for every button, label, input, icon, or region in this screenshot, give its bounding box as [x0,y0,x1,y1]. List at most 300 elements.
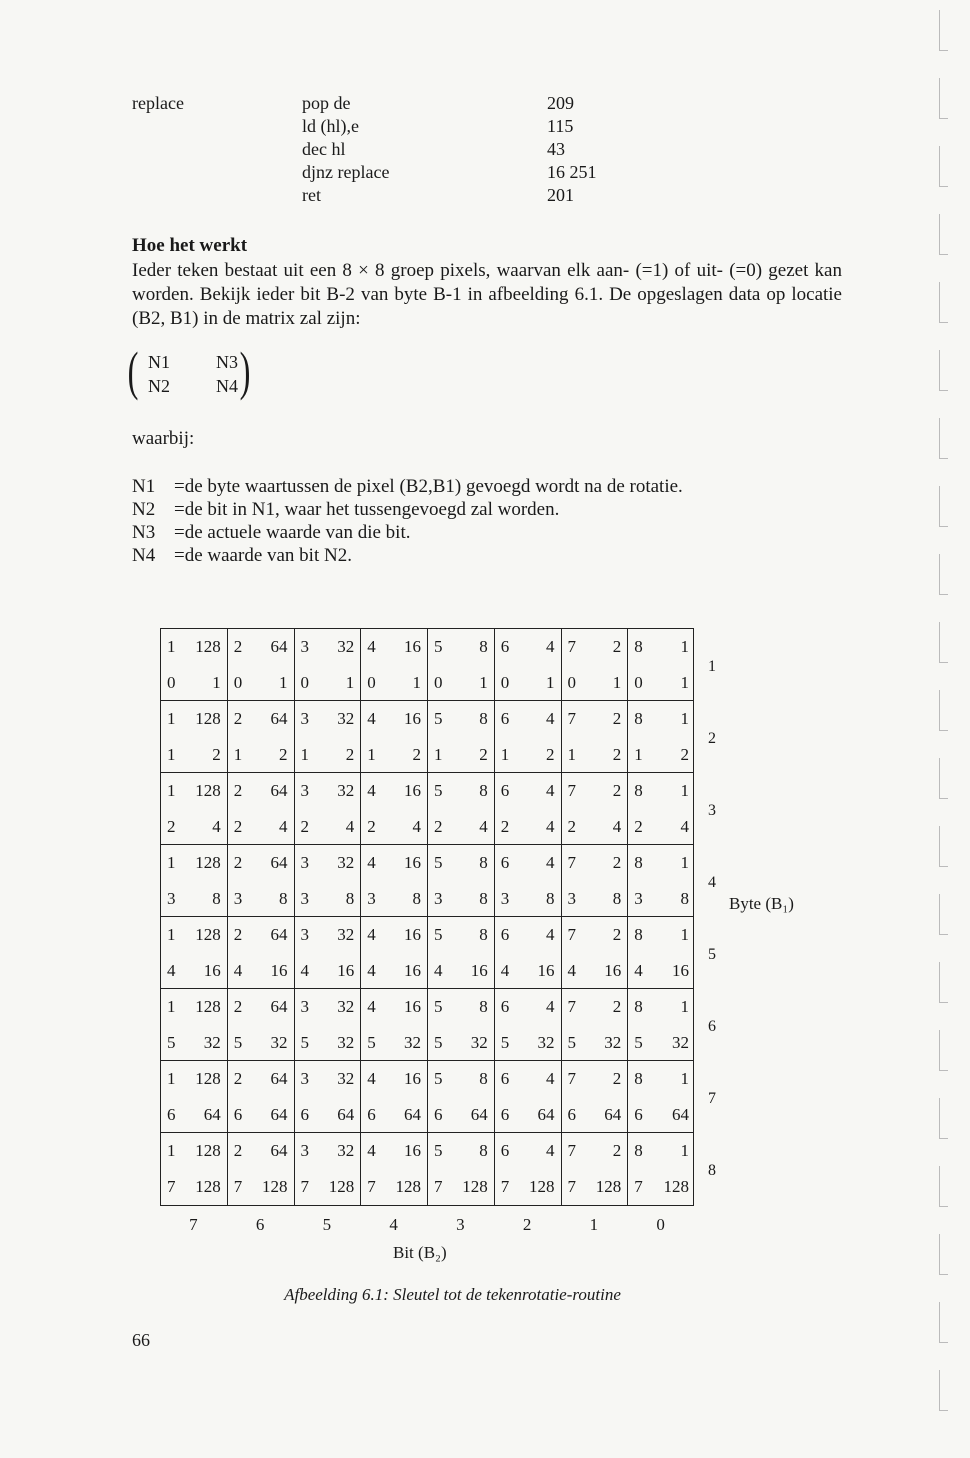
cell-bit-weight [161,989,227,1025]
cell-index: 8 [634,1141,643,1160]
code-line [132,184,697,207]
edge-mark [939,1234,948,1275]
bit-label: 4 [389,1215,398,1234]
cell-row-value [295,1097,361,1133]
definition-item [132,521,683,544]
cell-index: 2 [300,817,309,836]
cell-index: 5 [500,1033,510,1052]
cell-index: 6 [500,781,510,800]
cell-bit-weight [228,845,294,881]
cell-row-value [628,953,695,989]
cell-row-value [161,1169,227,1205]
edge-mark [939,554,948,595]
cell-bit-weight [495,917,561,953]
cell-row-value [228,1025,294,1061]
edge-mark [939,1030,948,1071]
cell-index: 5 [434,1033,443,1052]
cell-index: 0 [300,673,309,692]
cell-value: 2 [412,745,421,764]
code-line [132,138,697,161]
grid-cell [628,773,695,844]
cell-row-value [428,1097,494,1133]
cell-index: 7 [233,1177,243,1196]
cell-bit-weight [428,773,494,809]
cell-value: 4 [546,997,555,1016]
grid-cell [228,1061,295,1132]
code-instruction: djnz replace [302,162,390,182]
definition-key: N2 [132,499,156,520]
grid-cell [295,989,362,1060]
code-label [132,184,302,207]
cell-index: 1 [167,781,176,800]
cell-index: 2 [233,853,243,872]
cell-value: 64 [203,1105,221,1124]
grid-cell [628,917,695,988]
cell-row-value [228,1097,294,1133]
grid-cell [428,1133,495,1205]
byte-row-label: 1 [708,658,716,675]
edge-mark [939,10,948,51]
cell-bit-weight [228,773,294,809]
grid-cell [228,701,295,772]
grid-cell [361,917,428,988]
cell-value: 8 [345,889,355,908]
cell-value: 2 [612,1141,622,1160]
grid-cell [361,629,428,700]
cell-value: 4 [546,817,555,836]
cell-row-value [428,665,494,701]
cell-index: 2 [233,925,243,944]
cell-row-value [428,1025,494,1061]
matrix-n3: N3 [216,352,238,372]
cell-value: 16 [404,1141,421,1160]
cell-value: 16 [604,961,622,980]
code-instruction: ld (hl),e [302,116,359,136]
cell-row-value [361,665,427,701]
cell-row-value [161,665,227,701]
cell-value: 1 [612,673,622,692]
cell-value: 16 [404,781,421,800]
code-instruction: dec hl [302,139,346,159]
section-heading: Hoe het werkt [132,235,248,256]
cell-row-value [228,737,294,773]
cell-value: 128 [395,1177,421,1196]
cell-row-value [295,881,361,917]
cell-value: 64 [270,781,288,800]
edge-mark [939,690,948,731]
cell-row-value [562,1097,628,1133]
grid-cell [228,917,295,988]
edge-mark [939,214,948,255]
cell-bit-weight [428,917,494,953]
grid-cell [161,989,228,1060]
grid-cell [228,989,295,1060]
grid-cell [428,989,495,1060]
cell-index: 8 [634,709,643,728]
byte-row-label: 2 [708,730,716,747]
cell-value: 32 [337,1033,355,1052]
cell-value: 2 [279,745,288,764]
code-opcode: 209 [547,93,574,113]
cell-index: 7 [300,1177,309,1196]
grid-band [161,1133,693,1205]
cell-index: 7 [567,853,576,872]
grid-cell [161,629,228,700]
cell-index: 4 [167,961,176,980]
cell-index: 2 [233,997,243,1016]
cell-bit-weight [495,845,561,881]
cell-index: 7 [634,1177,643,1196]
byte-axis-label: Byte (B₁) [729,894,794,913]
grid-cell [161,1061,228,1132]
code-label [132,138,302,161]
cell-index: 3 [300,889,309,908]
cell-value: 16 [470,961,488,980]
cell-bit-weight [228,701,294,737]
grid-cell [361,773,428,844]
cell-index: 5 [434,637,443,656]
grid-cell [228,773,295,844]
cell-bit-weight [628,1133,695,1169]
cell-row-value [495,665,561,701]
cell-value: 2 [612,1069,622,1088]
cell-index: 7 [434,1177,443,1196]
cell-value: 8 [479,781,488,800]
grid-cell [295,917,362,988]
cell-value: 64 [270,637,288,656]
cell-row-value [228,665,294,701]
grid-band [161,1061,693,1133]
byte-row-label: 4 [708,874,716,891]
cell-value: 32 [337,925,355,944]
cell-value: 1 [680,1141,689,1160]
page-edge-marks [934,0,948,1458]
cell-value: 16 [404,637,421,656]
cell-bit-weight [628,1061,695,1097]
byte-row-label: 7 [708,1090,716,1107]
code-opcode: 115 [547,116,574,136]
grid-cell [495,1061,562,1132]
cell-bit-weight [428,1133,494,1169]
cell-row-value [428,953,494,989]
code-line [132,161,697,184]
cell-index: 4 [367,853,376,872]
cell-value: 128 [262,1177,288,1196]
cell-index: 5 [634,1033,643,1052]
cell-index: 3 [300,1141,309,1160]
cell-index: 6 [500,1141,510,1160]
cell-bit-weight [228,917,294,953]
grid-cell [295,701,362,772]
grid-cell [161,773,228,844]
grid-cell [228,845,295,916]
cell-bit-weight [628,701,695,737]
cell-bit-weight [628,773,695,809]
grid-band [161,989,693,1061]
code-instruction: ret [302,185,321,205]
cell-index: 6 [233,1105,243,1124]
cell-bit-weight [295,989,361,1025]
cell-row-value [495,881,561,917]
cell-index: 3 [300,1069,309,1088]
cell-row-value [628,1169,695,1205]
cell-index: 1 [167,1069,176,1088]
grid-cell [295,1133,362,1205]
bit-label: 6 [255,1215,265,1234]
cell-value: 16 [270,961,288,980]
cell-index: 1 [167,1141,176,1160]
cell-bit-weight [295,845,361,881]
grid-cell [562,629,629,700]
grid-cell [428,917,495,988]
grid-cell [495,917,562,988]
cell-value: 8 [680,889,689,908]
cell-row-value [562,1169,628,1205]
cell-value: 32 [337,1069,355,1088]
grid-cell [228,629,295,700]
definition-key: N1 [132,476,156,497]
edge-mark [939,1370,948,1411]
cell-index: 6 [634,1105,643,1124]
cell-index: 4 [367,637,376,656]
cell-bit-weight [228,629,294,665]
cell-value: 1 [680,781,689,800]
cell-value: 2 [345,745,355,764]
grid-cell [161,1133,228,1205]
cell-index: 2 [233,1069,243,1088]
cell-index: 3 [300,853,309,872]
definition-text: =de bit in N1, waar het tussengevoegd zal worden. [174,499,560,520]
cell-value: 8 [546,889,555,908]
cell-index: 6 [500,997,510,1016]
cell-value: 32 [672,1033,689,1052]
cell-row-value [562,953,628,989]
cell-value: 32 [537,1033,555,1052]
cell-index: 7 [167,1177,176,1196]
cell-bit-weight [361,845,427,881]
cell-row-value [562,737,628,773]
cell-bit-weight [428,1061,494,1097]
cell-value: 4 [345,817,355,836]
cell-value: 4 [412,817,421,836]
cell-index: 0 [634,673,643,692]
cell-value: 2 [680,745,689,764]
grid-cell [428,629,495,700]
cell-value: 16 [404,1069,421,1088]
cell-row-value [628,881,695,917]
edge-mark [939,622,948,663]
byte-row-label: 3 [708,802,716,819]
cell-row-value [361,1169,427,1205]
cell-row-value [161,1025,227,1061]
cell-row-value [295,809,361,845]
cell-index: 1 [500,745,510,764]
cell-index: 8 [634,853,643,872]
cell-index: 2 [167,817,176,836]
cell-index: 1 [167,745,176,764]
cell-index: 7 [567,925,576,944]
cell-bit-weight [295,917,361,953]
cell-value: 64 [537,1105,555,1124]
cell-row-value [161,881,227,917]
cell-index: 3 [167,889,176,908]
cell-index: 3 [300,781,309,800]
cell-bit-weight [495,1061,561,1097]
cell-row-value [295,737,361,773]
cell-value: 8 [479,637,488,656]
cell-value: 8 [479,997,488,1016]
grid-cell [495,1133,562,1205]
cell-bit-weight [495,989,561,1025]
cell-value: 128 [195,781,221,800]
cell-index: 6 [500,709,510,728]
cell-value: 2 [546,745,555,764]
bit-label: 2 [522,1215,532,1234]
cell-index: 6 [434,1105,443,1124]
cell-index: 3 [300,997,309,1016]
cell-value: 2 [612,709,622,728]
cell-row-value [628,665,695,701]
cell-value: 2 [612,853,622,872]
cell-value: 8 [479,925,488,944]
code-opcode: 43 [547,139,565,159]
cell-value: 1 [680,997,689,1016]
cell-value: 4 [279,817,288,836]
left-parenthesis: ( [127,341,139,401]
whereby-label: waarbij: [132,428,195,449]
cell-index: 1 [167,997,176,1016]
cell-value: 128 [328,1177,355,1196]
cell-index: 2 [233,709,243,728]
grid-cell [361,701,428,772]
cell-bit-weight [295,773,361,809]
cell-index: 4 [367,781,376,800]
cell-value: 1 [345,673,355,692]
grid-band [161,845,693,917]
cell-index: 1 [167,637,176,656]
cell-value: 64 [270,1105,288,1124]
cell-bit-weight [428,629,494,665]
grid-cell [562,1133,629,1205]
cell-index: 4 [367,1069,376,1088]
cell-value: 16 [404,853,421,872]
cell-index: 2 [434,817,443,836]
grid-cell [428,1061,495,1132]
cell-bit-weight [428,989,494,1025]
cell-value: 2 [212,745,221,764]
cell-bit-weight [295,701,361,737]
grid-cell [361,989,428,1060]
cell-row-value [361,1097,427,1133]
grid-cell [562,989,629,1060]
cell-index: 7 [567,709,576,728]
grid-cell [562,701,629,772]
cell-row-value [495,737,561,773]
cell-row-value [295,1169,361,1205]
cell-value: 4 [546,637,555,656]
grid-cell [161,845,228,916]
cell-index: 2 [500,817,510,836]
cell-value: 8 [279,889,288,908]
cell-index: 2 [233,637,243,656]
cell-bit-weight [228,1133,294,1169]
cell-value: 16 [404,709,421,728]
cell-row-value [361,809,427,845]
cell-bit-weight [361,989,427,1025]
edge-mark [939,758,948,799]
cell-bit-weight [361,917,427,953]
cell-row-value [628,1097,695,1133]
cell-bit-weight [428,701,494,737]
grid-cell [361,845,428,916]
grid-cell [628,1133,695,1205]
bit-label: 5 [322,1215,332,1234]
cell-value: 64 [470,1105,488,1124]
cell-index: 1 [167,709,176,728]
cell-bit-weight [628,917,695,953]
code-label [132,115,302,138]
cell-value: 1 [279,673,288,692]
cell-value: 32 [203,1033,221,1052]
code-line [132,115,697,138]
grid-cell [495,845,562,916]
cell-value: 32 [604,1033,622,1052]
cell-row-value [361,737,427,773]
cell-value: 8 [479,853,488,872]
bit-labels [160,1215,694,1235]
cell-index: 7 [367,1177,376,1196]
cell-bit-weight [562,845,628,881]
cell-value: 4 [546,1141,555,1160]
code-line [132,92,697,115]
cell-value: 128 [595,1177,622,1196]
cell-value: 2 [612,925,622,944]
matrix-n4: N4 [216,376,238,396]
cell-index: 8 [634,781,643,800]
cell-index: 0 [434,673,443,692]
cell-row-value [161,737,227,773]
cell-index: 3 [634,889,643,908]
cell-value: 64 [270,709,288,728]
cell-value: 32 [337,1141,355,1160]
definition-list [132,475,683,567]
cell-index: 0 [167,673,176,692]
cell-index: 5 [367,1033,376,1052]
edge-mark [939,418,948,459]
grid-cell [628,629,695,700]
matrix-n2: N2 [148,376,170,396]
cell-index: 7 [567,997,576,1016]
cell-value: 128 [195,709,221,728]
cell-index: 6 [367,1105,376,1124]
cell-bit-weight [361,1133,427,1169]
grid-band [161,701,693,773]
byte-row-label: 6 [708,1018,716,1035]
cell-index: 5 [434,925,443,944]
cell-index: 0 [367,673,376,692]
cell-bit-weight [361,1061,427,1097]
cell-index: 5 [434,709,443,728]
edge-mark [939,146,948,187]
cell-value: 16 [404,961,421,980]
cell-value: 4 [212,817,221,836]
cell-value: 16 [537,961,555,980]
definition-item [132,475,683,498]
cell-value: 128 [195,997,221,1016]
cell-index: 6 [500,1105,510,1124]
cell-index: 4 [367,997,376,1016]
bit-label: 7 [189,1215,198,1234]
